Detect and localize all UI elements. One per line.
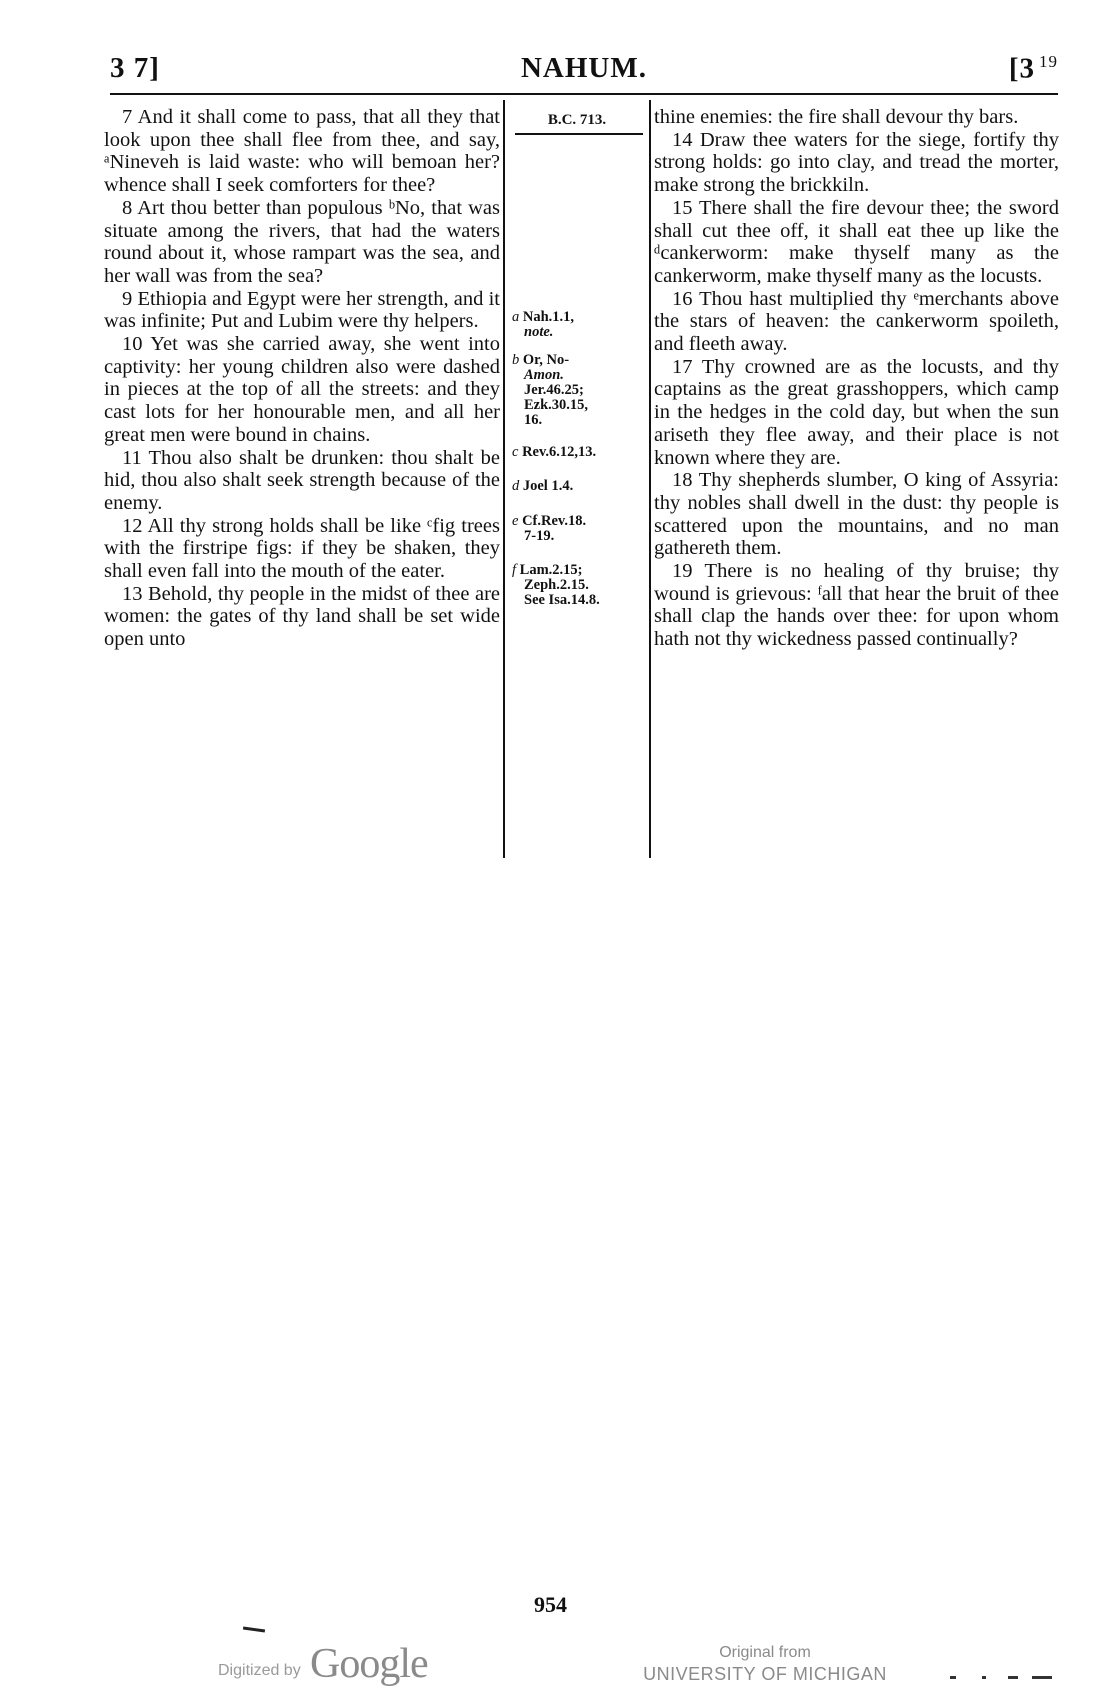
ref-line: Amon. [524, 367, 564, 383]
ref-line: Or, No- [522, 352, 570, 368]
speck [950, 1676, 956, 1679]
speck [982, 1676, 986, 1679]
margin-ref-f [512, 563, 647, 608]
verse-14: 14 Draw thee waters for the siege, fortify thy strong holds: go into clay, and tread the morter, make strong the brickkiln. [654, 128, 1059, 197]
speck [1032, 1676, 1052, 1679]
ref-key: d [512, 478, 520, 494]
verse-19: 19 There is no healing of thy bruise; thy wound is grievous: ᶠall that hear the bruit of thee shall clap the hands over thee: for upon whom hath not thy wickedness passed continually? [654, 560, 1059, 651]
chapter-verse-right-sup: 19 [1039, 52, 1058, 71]
verse-18: 18 Thy shepherds slumber, O king of Assyria: thy nobles shall dwell in the dust: thy people is scattered upon the mountains, and no man gathereth them. [654, 469, 1059, 560]
margin-date-rule [515, 133, 643, 135]
verse-8: 8 Art thou better than populous ᵇNo, that was situate among the rivers, that had the waters round about it, whose rampart was the sea, and her wall was from the sea? [104, 196, 500, 287]
ref-line: Cf.Rev.18. [522, 513, 587, 529]
margin-ref-e [512, 514, 647, 544]
right-text-column [654, 106, 1059, 651]
speck [1008, 1676, 1018, 1679]
verse-10: 10 Yet was she carried away, she went into captivity: her young children also were dashed in pieces at the top of all the streets: and they cast lots for her honourable men, and all her great men were bound in chains. [104, 333, 500, 446]
verse-17: 17 Thy crowned are as the locusts, and thy captains as the great grasshoppers, which camp in the hedges in the cold day, but when the sun ariseth they flee away, and their place is not known where they are. [654, 355, 1059, 469]
ref-key: c [512, 444, 519, 460]
verse-12: 12 All thy strong holds shall be like ᶜfig trees with the firstripe figs: if they be shaken, they shall even fall into the mouth of the eater. [104, 514, 500, 583]
chapter-verse-left: 3 7] [110, 52, 160, 84]
page-number: 954 [534, 1592, 567, 1617]
header-rule [110, 93, 1058, 95]
ref-line: Ezk.30.15, [524, 397, 589, 413]
left-text-column [104, 106, 500, 651]
column-rule-right [649, 100, 651, 858]
ref-key: e [512, 513, 519, 529]
ref-line: Rev.6.12,13. [522, 444, 597, 460]
verse-9: 9 Ethiopia and Egypt were her strength, and it was infinite; Put and Lubim were thy helpers. [104, 287, 500, 333]
verse-13-continued: thine enemies: the fire shall devour thy bars. [654, 106, 1019, 128]
margin-ref-c [512, 445, 647, 460]
ref-key: f [512, 562, 517, 578]
ref-line: note. [524, 324, 554, 340]
ref-line: 7-19. [524, 528, 555, 544]
ref-line: Joel 1.4. [522, 478, 574, 494]
ref-key: a [512, 309, 520, 325]
ref-line: See Isa.14.8. [524, 592, 600, 608]
chapter-verse-right [1009, 52, 1058, 86]
running-header [110, 48, 1058, 94]
google-logo: Google [310, 1641, 428, 1687]
digitized-prefix: Digitized by [218, 1662, 301, 1679]
verse-15: 15 There shall the fire devour thee; the sword shall cut thee off, it shall eat thee up like the ᵈcankerworm: make thyself many as the cankerworm, make thyself many as the locusts. [654, 196, 1059, 287]
chapter-verse-right-main: [3 [1008, 52, 1035, 85]
ref-line: Zeph.2.15. [524, 577, 589, 593]
margin-ref-d [512, 479, 647, 494]
book-title: NAHUM. [520, 52, 647, 84]
verse-11: 11 Thou also shalt be drunken: thou shalt be hid, thou also shalt seek strength because of the enemy. [104, 446, 500, 514]
column-rule-left [503, 100, 505, 858]
verse-7: 7 And it shall come to pass, that all they that look upon thee shall flee from thee, and say, ᵃNineveh is laid waste: who will bemoan her? whence shall I seek comforters for thee? [104, 106, 500, 197]
verse-13: 13 Behold, thy people in the midst of thee are women: the gates of thy land shall be set wide open unto [104, 582, 500, 651]
ref-line: Lam.2.15; [519, 562, 583, 578]
ref-line: Nah.1.1, [522, 309, 575, 325]
ref-line: Jer.46.25; [524, 382, 584, 398]
scan-mark [243, 1626, 265, 1632]
scan-specks [950, 1676, 1060, 1682]
margin-date: B.C. 713. [547, 112, 607, 128]
margin-ref-a [512, 310, 647, 340]
ref-line: 16. [524, 412, 543, 428]
ref-key: b [512, 352, 520, 368]
verse-16: 16 Thou hast multiplied thy ᵉmerchants above the stars of heaven: the cankerworm spoileth, and fleeth away. [654, 287, 1059, 356]
original-from-watermark [615, 1643, 915, 1685]
margin-ref-b [512, 353, 647, 428]
original-from-line: Original from [719, 1644, 811, 1661]
institution-line: UNIVERSITY OF MICHIGAN [643, 1664, 887, 1684]
